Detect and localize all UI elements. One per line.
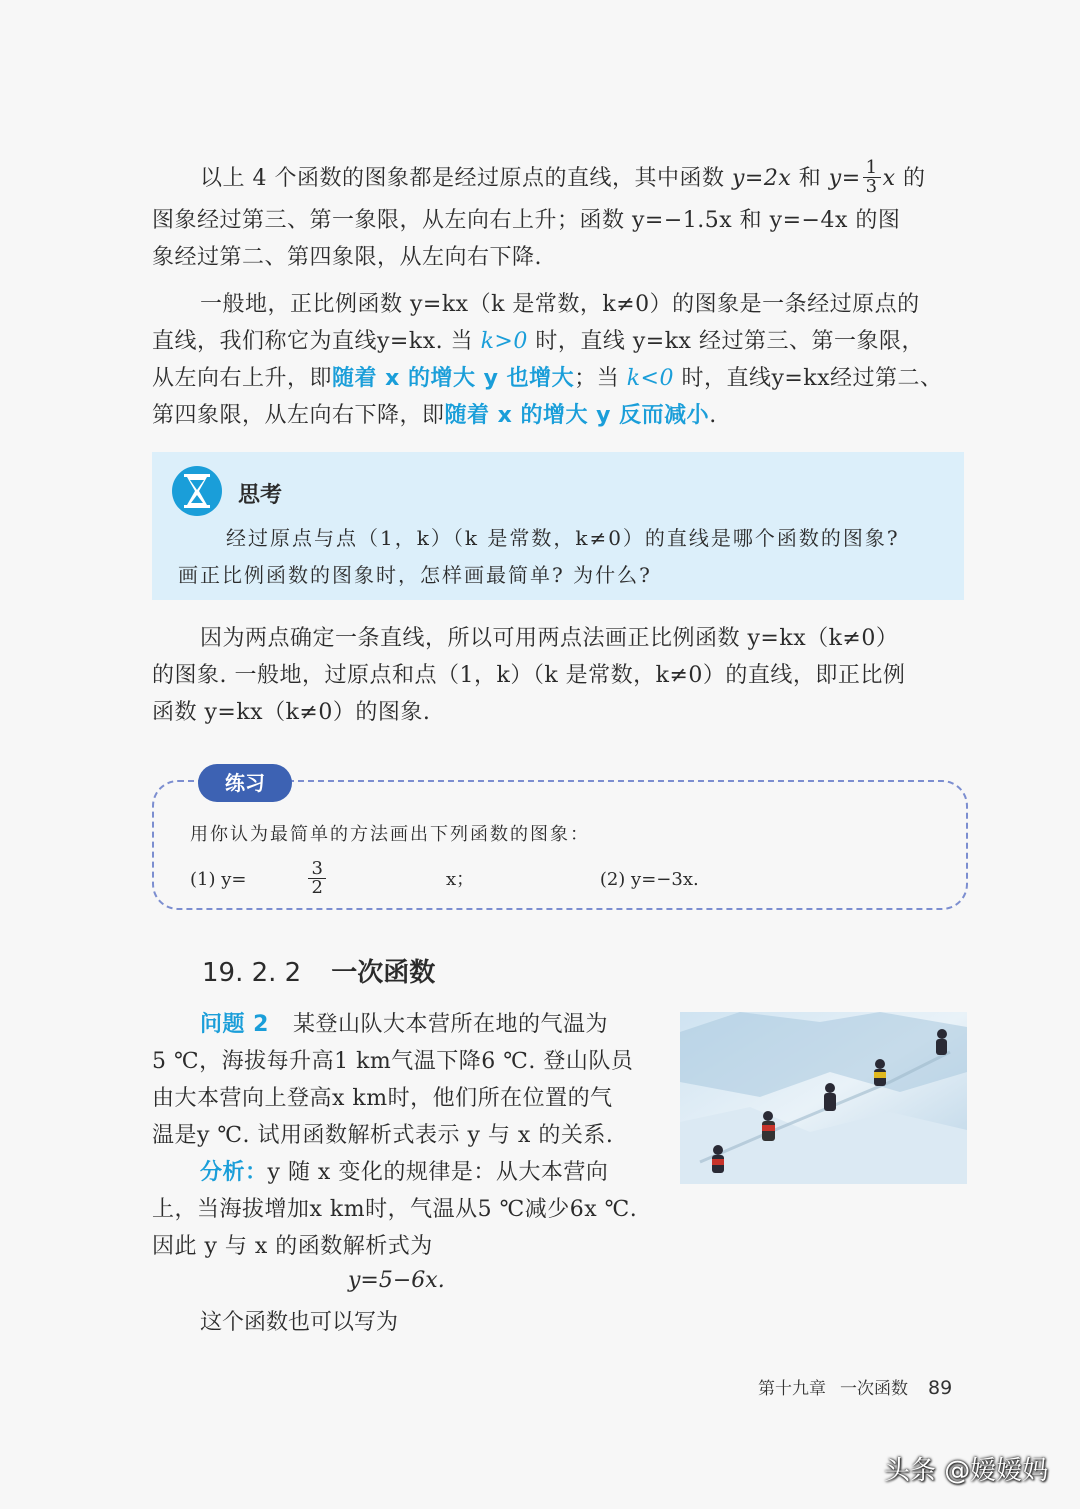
paragraph-2-line-1: 一般地，正比例函数 y=kx（k 是常数，k≠0）的图象是一条经过原点的 bbox=[200, 292, 920, 317]
analysis-line-1: 分析：y 随 x 变化的规律是：从大本营向 bbox=[200, 1160, 609, 1185]
practice-item-1: (1) y= $\frac{3}{2}$ x； bbox=[190, 857, 475, 898]
practice-prompt: 用你认为最简单的方法画出下列函数的图象： bbox=[190, 824, 590, 845]
paragraph-3 bbox=[152, 620, 968, 731]
analysis-line-3: 因此 y 与 x 的函数解析式为 bbox=[152, 1234, 433, 1259]
paragraph-3-line-1: 因为两点确定一条直线，所以可用两点法画正比例函数 y=kx（k≠0） bbox=[200, 626, 899, 651]
paragraph-2-line-2: 直线，我们称它为直线y=kx. 当 k>0 时，直线 y=kx 经过第三、第一象限， bbox=[152, 329, 924, 354]
fraction-three-halves: $\frac{3}{2}$ bbox=[308, 860, 385, 897]
hourglass-icon bbox=[172, 466, 222, 516]
paragraph-1-line-2: 图象经过第三、第一象限，从左向右上升；函数 y=−1.5x 和 y=−4x 的图 bbox=[152, 207, 901, 233]
analysis-label: 分析： bbox=[200, 1160, 268, 1185]
footer-title: 一次函数 bbox=[840, 1379, 908, 1399]
problem-line-3: 由大本营向上登高x km时，他们所在位置的气 bbox=[152, 1086, 613, 1111]
section-name: 一次函数 bbox=[331, 958, 436, 988]
think-box bbox=[152, 452, 964, 600]
problem-label: 问题 2 bbox=[200, 1012, 269, 1037]
problem-line-4: 温是y ℃. 试用函数解析式表示 y 与 x 的关系. bbox=[152, 1123, 614, 1148]
formula: y=5−6x. bbox=[348, 1268, 445, 1293]
page-number: 89 bbox=[928, 1377, 953, 1399]
paragraph-3-line-2: 的图象. 一般地，过原点和点（1，k）（k 是常数，k≠0）的直线，即正比例 bbox=[152, 663, 906, 688]
practice-items bbox=[190, 857, 759, 900]
highlight-increasing: 随着 x 的增大 y 也增大 bbox=[332, 366, 575, 391]
page-footer bbox=[758, 1374, 966, 1399]
section-title bbox=[202, 952, 435, 989]
think-text bbox=[178, 520, 958, 594]
think-line-1: 经过原点与点（1，k）（k 是常数，k≠0）的直线是哪个函数的图象? bbox=[226, 526, 900, 550]
practice-item-2: (2) y=−3x. bbox=[599, 869, 699, 890]
closing-line: 这个函数也可以写为 bbox=[200, 1310, 399, 1335]
problem-line-1: 问题 2 某登山队大本营所在地的气温为 bbox=[200, 1012, 608, 1037]
paragraph-1 bbox=[152, 156, 968, 276]
paragraph-1-line-1: 以上 4 个函数的图象都是经过原点的直线，其中函数 y=2x 和 y= $\frac{1}{3}$ x 的 bbox=[200, 156, 926, 197]
mountaineers-photo bbox=[680, 1012, 967, 1184]
think-title: 思考 bbox=[238, 483, 283, 508]
footer-chapter: 第十九章 bbox=[758, 1379, 826, 1399]
paragraph-1-line-3: 象经过第二、第四象限，从左向右下降. bbox=[152, 244, 542, 270]
highlight-decreasing: 随着 x 的增大 y 反而减小 bbox=[444, 403, 710, 428]
paragraph-3-line-3: 函数 y=kx（k≠0）的图象. bbox=[152, 700, 431, 725]
analysis-line-2: 上，当海拔增加x km时，气温从5 ℃减少6x ℃. bbox=[152, 1197, 638, 1222]
analysis-paragraph bbox=[152, 1154, 662, 1265]
paragraph-2-line-4: 第四象限，从左向右下降，即随着 x 的增大 y 反而减小. bbox=[152, 403, 717, 428]
paragraph-2-line-3: 从左向右上升，即随着 x 的增大 y 也增大；当 k<0 时，直线y=kx经过第二、 bbox=[152, 366, 943, 391]
problem-paragraph bbox=[152, 1006, 662, 1154]
think-line-2: 画正比例函数的图象时，怎样画最简单? 为什么? bbox=[178, 563, 652, 587]
practice-tab: 练习 bbox=[198, 764, 292, 802]
paragraph-2 bbox=[152, 286, 968, 434]
watermark: 头条 @嫒嫒妈 bbox=[884, 1456, 1049, 1486]
problem-line-2: 5 ℃，海拔每升高1 km气温下降6 ℃. 登山队员 bbox=[152, 1049, 634, 1074]
section-number: 19. 2. 2 bbox=[202, 958, 302, 988]
fraction-one-third: $\frac{1}{3}$ bbox=[863, 159, 881, 196]
